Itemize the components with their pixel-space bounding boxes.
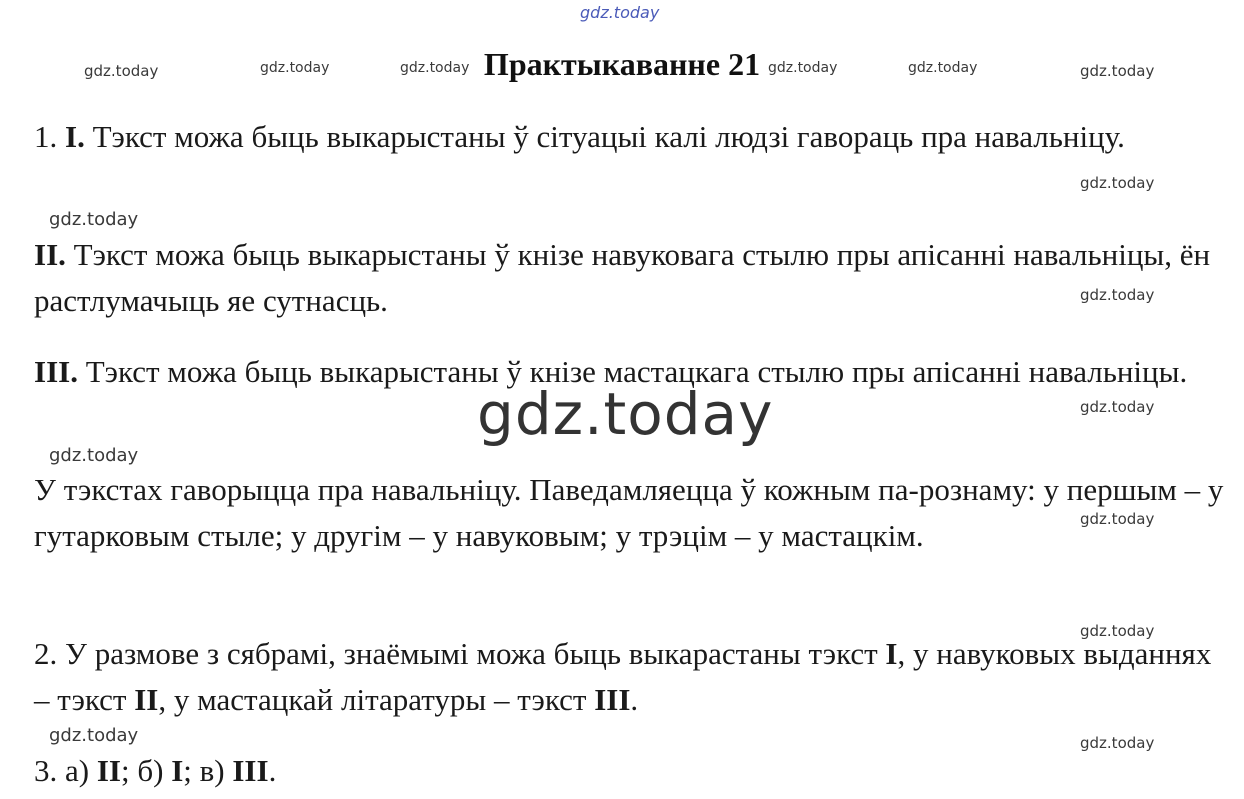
roman-numeral: III bbox=[232, 753, 269, 788]
page-title: Практыкаванне 21 bbox=[483, 46, 761, 82]
roman-numeral: II bbox=[134, 682, 159, 717]
paragraph-6 bbox=[34, 748, 1224, 794]
paragraph-5 bbox=[34, 631, 1224, 723]
watermark-top: gdz.today bbox=[580, 3, 660, 22]
text-segment: ; б) bbox=[120, 753, 172, 788]
roman-numeral: I. bbox=[65, 119, 85, 154]
watermark: gdz.today bbox=[768, 60, 838, 76]
watermark: gdz.today bbox=[1080, 622, 1155, 640]
roman-numeral: II bbox=[96, 753, 121, 788]
paragraph-3 bbox=[34, 349, 1224, 395]
roman-numeral: I bbox=[171, 753, 184, 788]
watermark: gdz.today bbox=[260, 60, 330, 76]
roman-numeral: III bbox=[594, 682, 631, 717]
watermark: gdz.today bbox=[1080, 62, 1155, 80]
roman-numeral: II. bbox=[34, 237, 66, 272]
watermark: gdz.today bbox=[1080, 510, 1155, 528]
watermark: gdz.today bbox=[84, 62, 159, 80]
text-segment: ; в) bbox=[183, 753, 233, 788]
text-segment: , у мастацкай літаратуры – тэкст bbox=[158, 682, 595, 717]
text-segment: , у навуковых выданнях – тэкст bbox=[34, 636, 1212, 717]
paragraph-4 bbox=[34, 467, 1224, 559]
paragraph-text: Тэкст можа быць выкарыстаны ў сітуацыі калі людзі гавораць пра навальніцу. bbox=[84, 119, 1125, 154]
roman-numeral: III. bbox=[34, 354, 78, 389]
paragraph-text: У тэкстах гаворыцца пра навальніцу. Паведамляецца ў кожным па-рознаму: у першым – у гутарковым стыле; у другім – у навуковым; у трэцім – у мастацкім. bbox=[34, 472, 1224, 553]
watermark-main: gdz.today bbox=[477, 380, 774, 448]
watermark: gdz.today bbox=[1080, 398, 1155, 416]
watermark: gdz.today bbox=[400, 60, 470, 76]
watermark: gdz.today bbox=[1080, 174, 1155, 192]
watermark: gdz.today bbox=[49, 209, 139, 230]
watermark: gdz.today bbox=[1080, 286, 1155, 304]
text-segment: 3. а) bbox=[34, 753, 97, 788]
roman-numeral: I bbox=[885, 636, 898, 671]
paragraph-2 bbox=[34, 232, 1224, 324]
paragraph-1 bbox=[34, 114, 1224, 160]
text-segment: 2. У размове з сябрамі, знаёмымі можа быць выкарастаны тэкст bbox=[34, 636, 886, 671]
paragraph-text: Тэкст можа быць выкарыстаны ў кнізе навуковага стылю пры апісанні навальніцы, ён растлумачыць яе сутнасць. bbox=[34, 237, 1211, 318]
watermark: gdz.today bbox=[1080, 734, 1155, 752]
text-segment: . bbox=[268, 753, 277, 788]
watermark: gdz.today bbox=[908, 60, 978, 76]
item-number: 1. bbox=[34, 119, 65, 154]
text-segment: . bbox=[630, 682, 639, 717]
watermark: gdz.today bbox=[49, 725, 139, 746]
watermark: gdz.today bbox=[49, 445, 139, 466]
paragraph-text: Тэкст можа быць выкарыстаны ў кнізе мастацкага стылю пры апісанні навальніцы. bbox=[77, 354, 1188, 389]
